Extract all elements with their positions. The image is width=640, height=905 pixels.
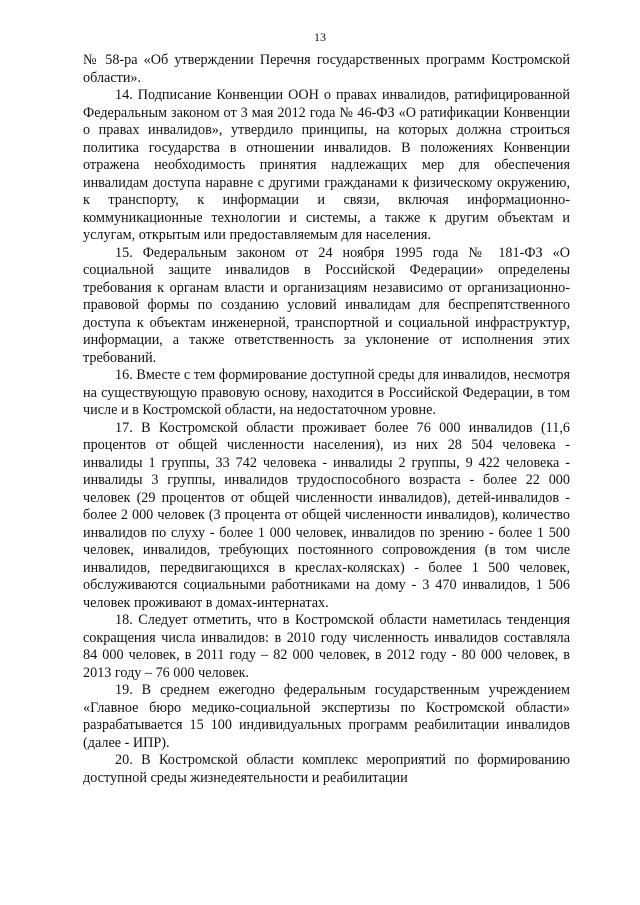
paragraph-14: 14. Подписание Конвенции ООН о правах инвалидов, ратифицированной Федеральным законом от 3 мая 2012 года № 46-ФЗ «О ратификации Конвенции о правах инвалидов», утвердило принципы, на которых должна строиться политика государства в отношении инвалидов. В положениях Конвенции отражена необходимость принятия надлежащих мер для обеспечения инвалидам доступа наравне с другими гражданами к физическому окружению, к транспорту, к информации и связи, включая информационно-коммуникационные технологии и системы, а также к другим объектам и услугам, открытым или предоставляемым для населения. (83, 87, 570, 243)
paragraph-16: 16. Вместе с тем формирование доступной среды для инвалидов, несмотря на существующую правовую основу, находится в Российской Федерации, в том числе и в Костромской области, на недостаточном уровне. (83, 367, 570, 418)
page-number: 13 (314, 30, 326, 44)
paragraph-18: 18. Следует отметить, что в Костромской области наметилась тенденция сокращения числа инвалидов: в 2010 году численность инвалидов составляла 84 000 человек, в 2011 году – 82 000 человек, в 2012 году - 80 000 человек, в 2013 году – 76 000 человек. (83, 612, 570, 681)
paragraph-continuation: № 58-ра «Об утверждении Перечня государственных программ Костромской области». (83, 52, 570, 86)
document-body (83, 52, 570, 787)
paragraph-15: 15. Федеральным законом от 24 ноября 1995 года № 181-ФЗ «О социальной защите инвалидов в Российской Федерации» определены требования к органам власти и организациям независимо от организационно-правовой формы по созданию условий инвалидам для беспрепятственного доступа к объектам инженерной, транспортной и социальной инфраструктур, информации, а также ответственность за уклонение от исполнения этих требований. (83, 244, 570, 366)
paragraph-17: 17. В Костромской области проживает более 76 000 инвалидов (11,6 процентов от общей численности населения), из них 28 504 человека - инвалиды 1 группы, 33 742 человека - инвалиды 2 группы, 9 422 человека - инвалиды 3 группы, инвалидов трудоспособного возраста - более 22 000 человек (29 процентов от общей численности инвалидов), детей-инвалидов - более 2 000 человек (3 процента от общей численности инвалидов), количество инвалидов по слуху - более 1 000 человек, инвалидов по зрению - более 1 500 человек, инвалидов, требующих постоянного сопровождения (в том числе инвалидов, передвигающихся в креслах-колясках) - более 1 500 человек, обслуживаются социальными работниками на дому - 3 470 инвалидов, 1 506 человек проживают в домах-интернатах. (83, 419, 570, 611)
paragraph-19: 19. В среднем ежегодно федеральным государственным учреждением «Главное бюро медико-социальной экспертизы по Костромской области» разрабатывается 15 100 индивидуальных программ реабилитации инвалидов (далее - ИПР). (83, 682, 570, 751)
paragraph-20: 20. В Костромской области комплекс мероприятий по формированию доступной среды жизнедеятельности и реабилитации (83, 752, 570, 786)
